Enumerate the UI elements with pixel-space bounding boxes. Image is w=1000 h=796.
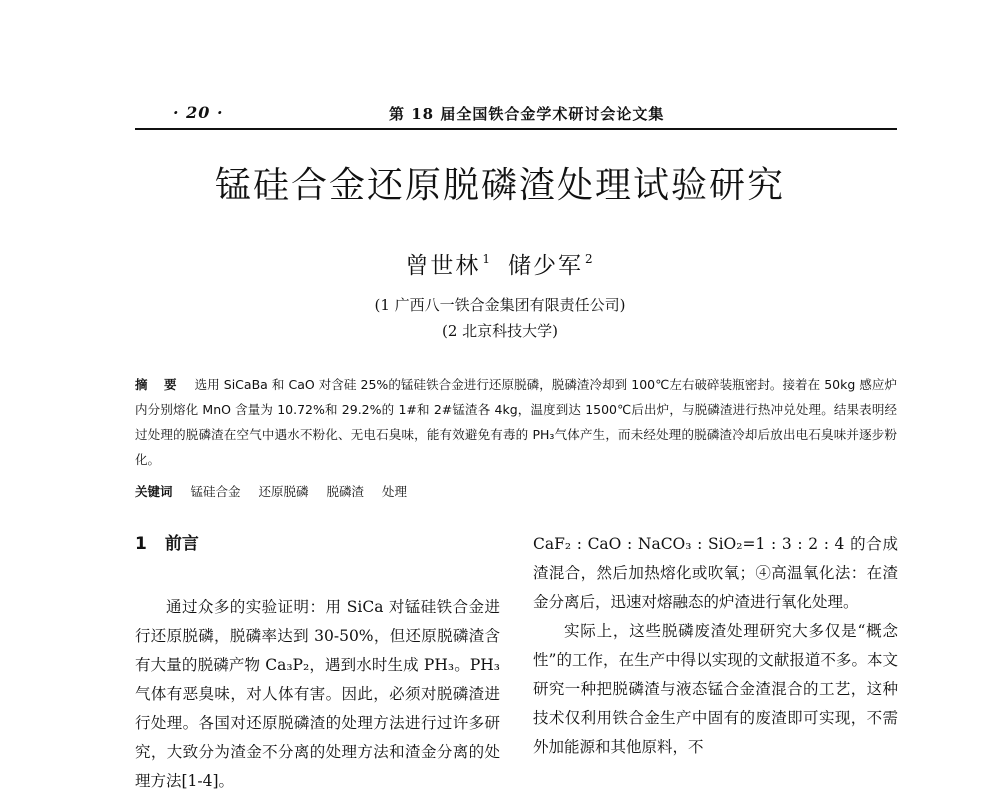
left-column: [135, 530, 500, 796]
section-title: 前言: [164, 534, 199, 554]
journal-title: 第 18 届全国铁合金学术研讨会论文集: [389, 105, 665, 123]
abstract-label: 摘 要: [135, 377, 183, 392]
keyword: 锰硅合金: [190, 484, 241, 499]
abstract: [135, 372, 897, 472]
affiliation-2: (2 北京科技大学): [441, 322, 559, 340]
author-name: 储少军: [508, 253, 583, 279]
keyword: 脱磷渣: [326, 484, 365, 499]
section-number: 1: [135, 534, 147, 554]
section-heading: [135, 530, 500, 559]
body-paragraph: 通过众多的实验证明：用 SiCa 对锰硅铁合金进行还原脱磷，脱磷率达到 30-50%，但还原脱磷渣含有大量的脱磷产物 Ca₃P₂，遇到水时生成 PH₃。PH₃气体有恶臭味，对人体有害。因此，必须对脱磷渣进行处理。各国对还原脱磷渣的处理方法进行过许多研究，大致分为渣金不分离的处理方法和渣金分离的处理方法[1-4]。: [135, 598, 500, 790]
author-mark: 1: [482, 252, 492, 266]
keyword: 处理: [382, 484, 408, 499]
page-number: · 20 ·: [173, 103, 224, 122]
body-paragraph: 实际上，这些脱磷废渣处理研究大多仅是“概念性”的工作，在生产中得以实现的文献报道不多。本文研究一种把脱磷渣与液态锰合金渣混合的工艺，这种技术仅利用铁合金生产中固有的废渣即可实现，不需外加能源和其他原料，不: [533, 622, 898, 756]
keyword: 还原脱磷: [258, 484, 309, 499]
keywords: [135, 482, 421, 500]
author-mark: 2: [585, 252, 595, 266]
right-column: [533, 530, 898, 762]
running-header: [135, 103, 897, 127]
affiliation-1: (1 广西八一铁合金集团有限责任公司): [374, 296, 626, 314]
author-name: 曾世林: [405, 253, 481, 279]
author-line: [0, 247, 1000, 280]
paper-title: 锰硅合金还原脱磷渣处理试验研究: [214, 165, 785, 206]
keywords-label: 关键词: [135, 484, 173, 499]
abstract-text: 选用 SiCaBa 和 CaO 对含硅 25%的锰硅铁合金进行还原脱磷，脱磷渣冷却到 100℃左右破碎装瓶密封。接着在 50kg 感应炉内分别熔化 MnO 含量为 10.72%和 29.2%的 1#和 2#锰渣各 4kg，温度到达 1500℃后出炉，与脱磷渣进行热冲兑处理。结果表明经过处理的脱磷渣在空气中遇水不粉化、无电石臭味，能有效避免有毒的 PH₃气体产生，而未经处理的脱磷渣冷却后放出电石臭味并逐步粉化。: [135, 377, 897, 467]
header-rule: [135, 128, 897, 130]
body-paragraph: CaF₂ : CaO : NaCO₃ : SiO₂=1 : 3 : 2 : 4 的合成渣混合，然后加热熔化或吹氧；④高温氧化法：在渣金分离后，迅速对熔融态的炉渣进行氧化处理。: [533, 535, 898, 611]
